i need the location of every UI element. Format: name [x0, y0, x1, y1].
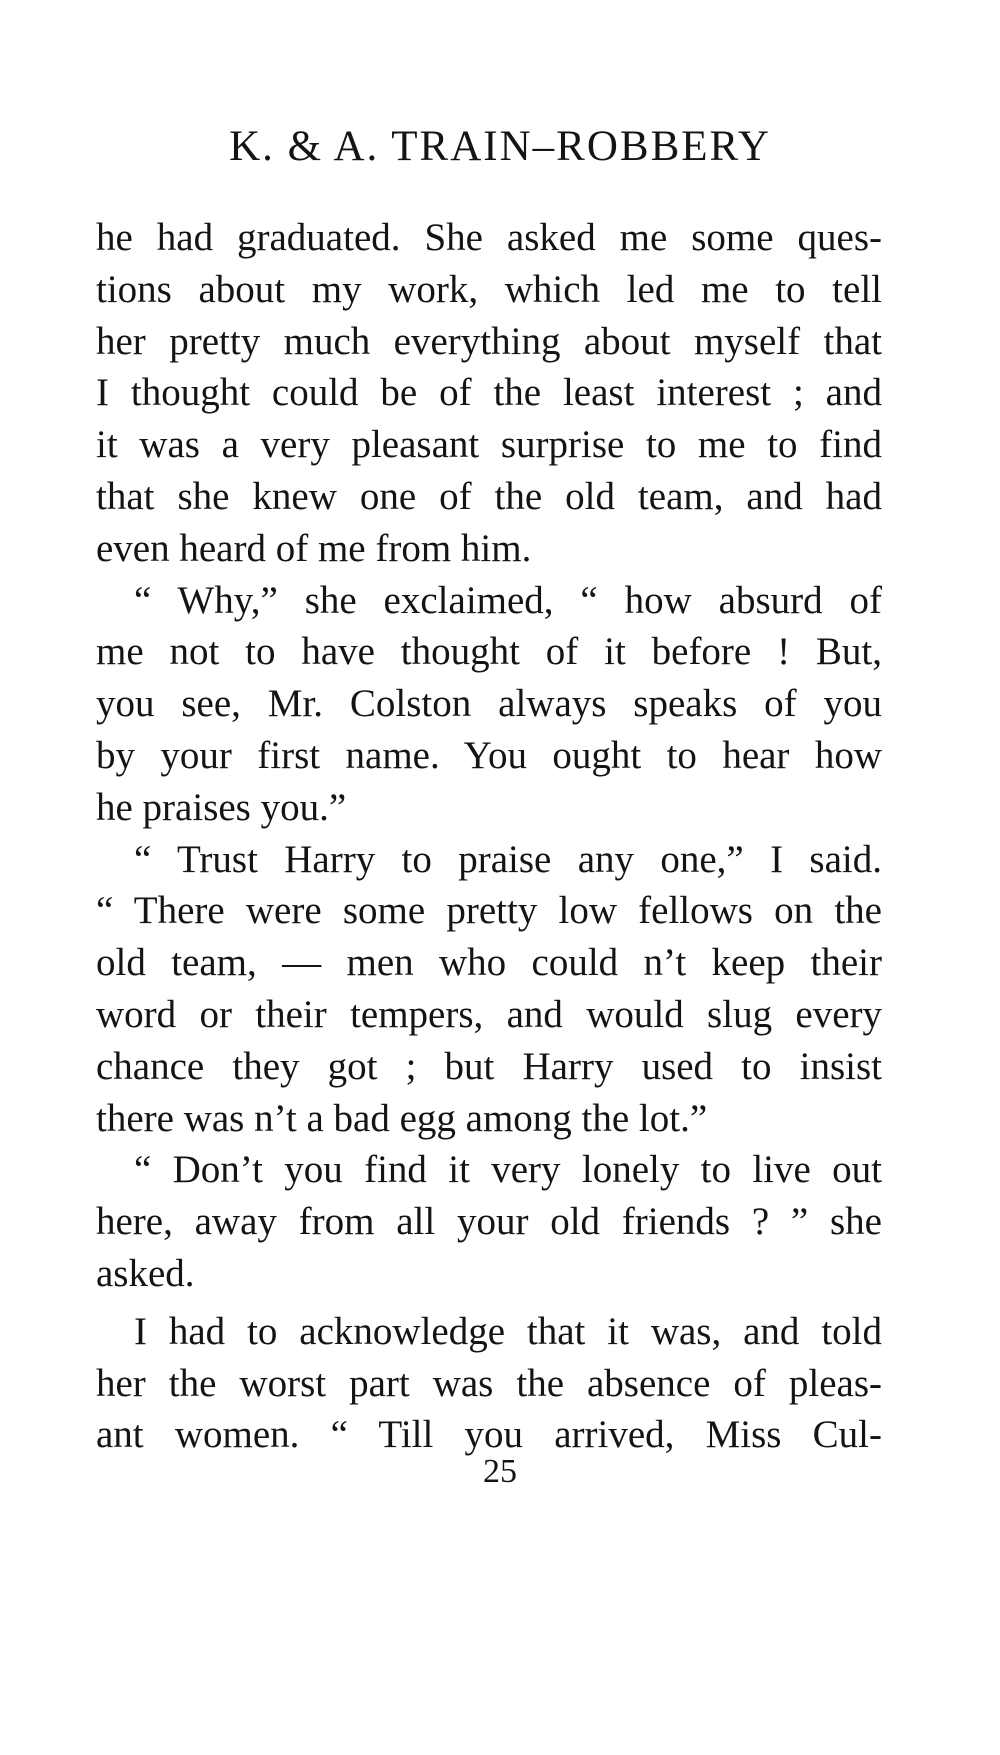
text-line: tions about my work, which led me to tell — [96, 267, 882, 311]
text-line: her pretty much everything about myself that — [96, 319, 882, 363]
page-number: 25 — [483, 1453, 517, 1490]
text-line: “ Why,” she exclaimed, “ how absurd of — [134, 578, 882, 622]
text-line: there was n’t a bad egg among the lot.” — [96, 1096, 708, 1140]
text-line: “ Trust Harry to praise any one,” I said. — [134, 837, 882, 881]
text-line: me not to have thought of it before ! But, — [96, 630, 882, 674]
text-line: it was a very pleasant surprise to me to find — [96, 423, 882, 467]
body-text — [96, 212, 882, 1461]
text-line: ant women. “ Till you arrived, Miss Cul- — [96, 1413, 882, 1457]
text-line: “ Don’t you find it very lonely to live out — [134, 1148, 882, 1192]
text-line: chance they got ; but Harry used to insist — [96, 1044, 882, 1088]
text-line: that she knew one of the old team, and had — [96, 474, 882, 518]
text-line: you see, Mr. Colston always speaks of you — [96, 682, 882, 726]
text-line: asked. — [96, 1251, 195, 1295]
text-line: he praises you.” — [96, 785, 347, 829]
text-line: old team, — men who could n’t keep their — [96, 941, 882, 985]
text-line: her the worst part was the absence of pleas- — [96, 1361, 882, 1405]
text-line: word or their tempers, and would slug every — [96, 992, 882, 1036]
text-line: I had to acknowledge that it was, and told — [134, 1309, 882, 1353]
text-line: even heard of me from him. — [96, 526, 532, 570]
text-line: here, away from all your old friends ? ” she — [96, 1200, 882, 1244]
running-title: K. & A. TRAIN–ROBBERY — [229, 123, 771, 170]
text-line: I thought could be of the least interest ; and — [96, 371, 882, 415]
text-line: he had graduated. She asked me some ques- — [96, 216, 882, 259]
text-line: by your first name. You ought to hear how — [96, 733, 882, 777]
text-line: “ There were some pretty low fellows on the — [96, 889, 882, 933]
